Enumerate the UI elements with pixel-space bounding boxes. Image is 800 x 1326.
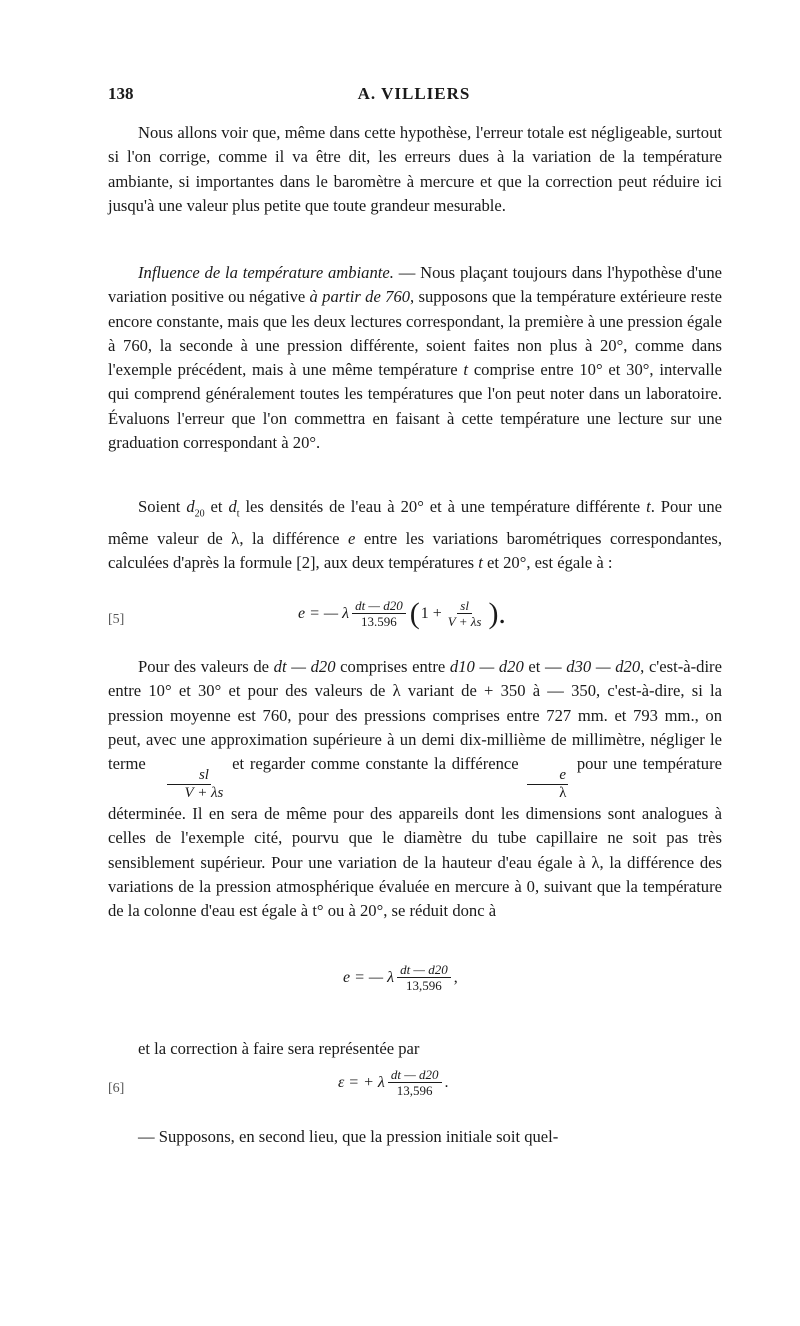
page-number: 138 xyxy=(108,84,134,103)
inline-fraction: $\frac{sl}{V + \lambda s}$ xyxy=(155,767,224,802)
equation-number: [5] xyxy=(108,612,125,627)
fraction: $\frac{sl}{V + \lambda s}$ xyxy=(447,598,482,629)
equation-number: [6] xyxy=(108,1081,125,1096)
running-author: A. VILLIERS xyxy=(357,84,471,103)
paragraph-next: — Supposons, en second lieu, que la pression initiale soit quel- xyxy=(138,1127,559,1146)
equation-5: [5] e = — λ $\frac{dt — d20}{13.596}$ ( 1 + $\frac{sl}{V + \lambda s}$ ). xyxy=(108,596,506,630)
paragraph-influence: Influence de la température ambiante. — Nous plaçant toujours dans l'hypothèse d'une variation positive ou négative à partir de 760, supposons que la température extérieure reste encore constante, mais que les deux lectures correspondant, la première à une pression égale à 760, la seconde à une pression différente, soient faites non plus à 20°, comme dans l'exemple précédent, mais à une même température t comprise entre 10° et 30°, intervalle qui comprend généralement toutes les températures que l'on peut noter dans un laboratoire. Évaluons l'erreur que l'on commettra en faisant à cette température une lecture sur une graduation correspondant à 20°. xyxy=(108,263,722,453)
paragraph-approximation: Pour des valeurs de dt — d20 comprises entre d10 — d20 et — d30 — d20, c'est-à-dire entre 10° et 30° et pour des valeurs de λ variant de + 350 à — 350, c'est-à-dire, si la pression moyenne est 760, pour des pressions comprises entre 727 mm. et 793 mm., on peut, avec une approximation supérieure à un demi dix-millième de millimètre, négliger le terme $\frac{sl}{V + \lambda s}$ et regarder comme constante la différence $\frac{e}{\lambda}$ pour une température déterminée. Il en sera de même pour des appareils dont les dimensions sont analogues à celles de l'exemple cité, pourvu que le diamètre du tube capillaire ne soit pas très sensiblement supérieur. Pour une variation de la hauteur d'eau égale à λ, la différence des variations de la pression atmosphérique évaluée en mercure à 0, suivant que la température de la colonne d'eau est égale à t° ou à 20°, se réduit donc à xyxy=(108,657,722,921)
section-heading: Influence de la température ambiante. xyxy=(138,263,394,282)
paragraph-correction: et la correction à faire sera représentée par xyxy=(138,1039,420,1058)
equation-e: e = — λ $\frac{dt — d20}{13,596}$ , xyxy=(343,962,458,993)
running-header xyxy=(108,84,720,108)
equation-6: [6] ε = + λ $\frac{dt — d20}{13,596}$ . xyxy=(108,1067,449,1098)
fraction: $\frac{dt — d20}{13,596}$ xyxy=(397,962,451,993)
fraction: $\frac{dt — d20}{13,596}$ xyxy=(388,1067,442,1098)
paragraph-densities: Soient $d_{20}$ et $d_t$ les densités de l'eau à 20° et à une température différente t. Pour une même valeur de λ, la différence e entre les variations barométriques correspondantes, calculées d'après la formule [2], aux deux températures t et 20°, est égale à : xyxy=(108,497,722,572)
paragraph-intro: Nous allons voir que, même dans cette hypothèse, l'erreur totale est négligeable, surtout si l'on corrige, comme il va être dit, les erreurs dues à la variation de la température ambiante, si importantes dans le baromètre à mercure et que la correction peut réduire ici jusqu'à une valeur plus petite que toute grandeur mesurable. xyxy=(108,123,722,215)
fraction: $\frac{dt — d20}{13.596}$ xyxy=(352,598,406,629)
inline-fraction: $\frac{e}{\lambda}$ xyxy=(527,767,568,802)
